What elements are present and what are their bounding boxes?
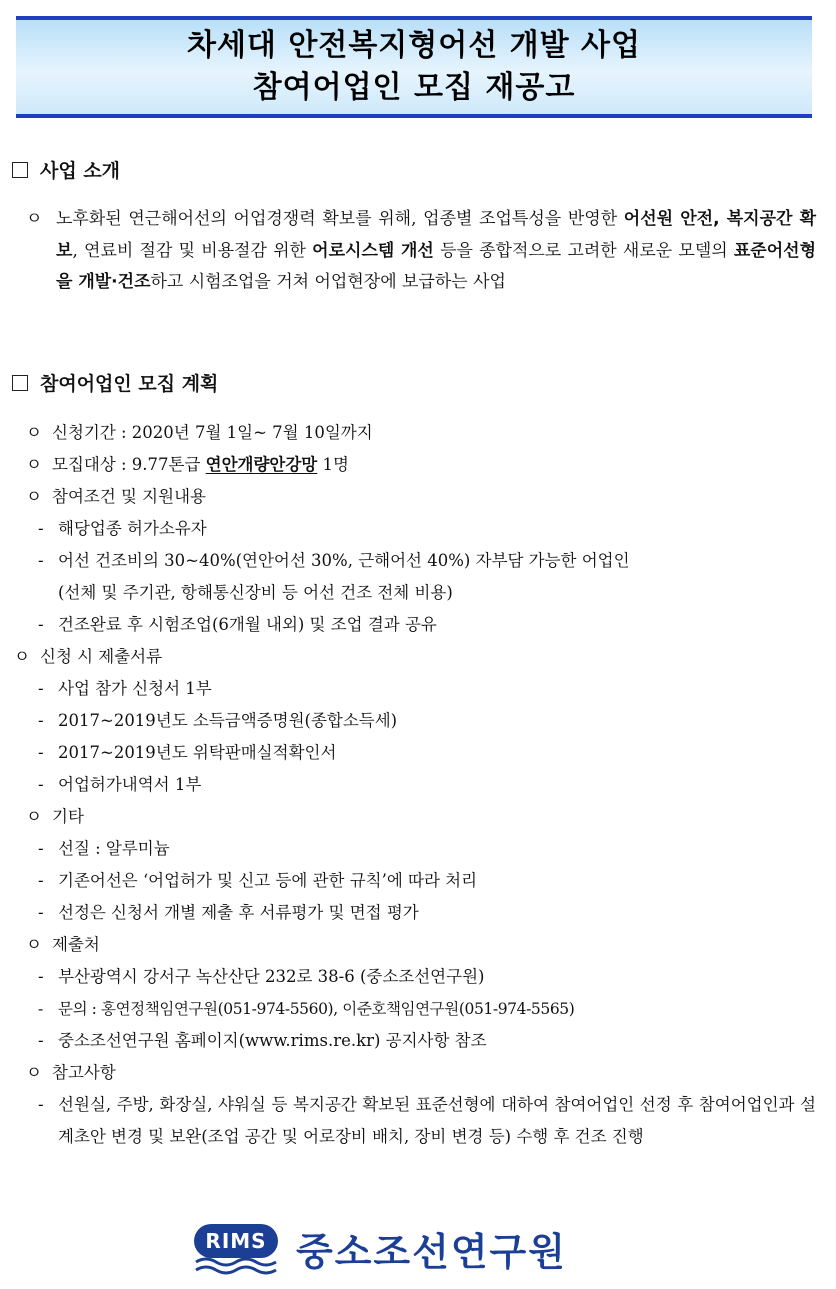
list-item: - 선질 : 알루미늄 [38,839,170,858]
rims-logo [190,1218,650,1278]
rims-logo-pill: RIMS [194,1224,278,1258]
section-heading-plan [12,369,218,396]
checkbox-square-icon [12,162,28,178]
list-item: - 건조완료 후 시험조업(6개월 내외) 및 조업 결과 공유 [38,615,437,634]
rims-logo-text: 중소조선연구원 [296,1229,567,1274]
list-item-etc: ㅇ 기타 [26,807,84,826]
list-item: - 2017~2019년도 소득금액증명원(종합소득세) [38,711,398,730]
list-item: - 어업허가내역서 1부 [38,775,202,794]
page-title-line2: 참여어업인 모집 재공고 [252,70,576,105]
rims-logo-mark [190,1220,282,1276]
checkbox-square-icon [12,375,28,391]
page-title-line1: 차세대 안전복지형어선 개발 사업 [186,28,642,63]
title-banner [16,16,812,118]
list-item: - 기존어선은 ‘어업허가 및 신고 등에 관한 규칙’에 따라 처리 [38,871,478,890]
list-item-period: ㅇ 신청기간 : 2020년 7월 1일~ 7월 10일까지 [26,423,373,442]
wave-icon [194,1256,278,1276]
section-heading-intro [12,156,120,183]
list-item-submit: ㅇ 제출처 [26,935,100,954]
section-heading-text: 사업 소개 [40,160,121,182]
list-item-target: ㅇ 모집대상 : 9.77톤급 연안개량안강망 1명 [26,455,349,474]
list-item-documents: ㅇ 신청 시 제출서류 [14,647,163,666]
list-item: - 어선 건조비의 30~40%(연안어선 30%, 근해어선 40%) 자부담 가능한 어업인 [38,551,630,570]
section-heading-text: 참여어업인 모집 계획 [40,373,219,395]
list-item-continuation: (선체 및 주기관, 항해통신장비 등 어선 건조 전체 비용) [58,583,453,602]
list-item-conditions: ㅇ 참여조건 및 지원내용 [26,487,206,506]
list-item: - 해당업종 허가소유자 [38,519,207,538]
list-item: - 선정은 신청서 개별 제출 후 서류평가 및 면접 평가 [38,903,419,922]
circle-bullet: ㅇ [26,209,43,229]
intro-text: 노후화된 연근해어선의 어업경쟁력 확보를 위해, 업종별 조업특성을 반영한 어선원 안전, 복지공간 확보, 연료비 절감 및 비용절감 위한 어로시스템 개선 등을 종합적으로 고려한 새로운 모델의 표준어선형을 개발·건조하고 시험조업을 거쳐 어업현장에 보급하는 사업 [56,209,817,292]
notes-paragraph: - 선원실, 주방, 화장실, 샤워실 등 복지공간 확보된 표준선형에 대하여 참여어업인 선정 후 참여어업인과 설계초안 변경 및 보완(조업 공간 및 어로장비 배치, 장비 변경 등) 수행 후 건조 진행 [38,1095,816,1146]
list-item: - 부산광역시 강서구 녹산산단 232로 38-6 (중소조선연구원) [38,967,485,986]
list-item: - 사업 참가 신청서 1부 [38,679,212,698]
intro-paragraph [26,204,816,299]
list-item-contact: - 문의 : 홍연정책임연구원(051-974-5560), 이준호책임연구원(051-974-5565) [38,1000,575,1018]
list-item: - 중소조선연구원 홈페이지(www.rims.re.kr) 공지사항 참조 [38,1031,487,1050]
list-item: - 2017~2019년도 위탁판매실적확인서 [38,743,337,762]
list-item-notes: ㅇ 참고사항 [26,1063,116,1082]
